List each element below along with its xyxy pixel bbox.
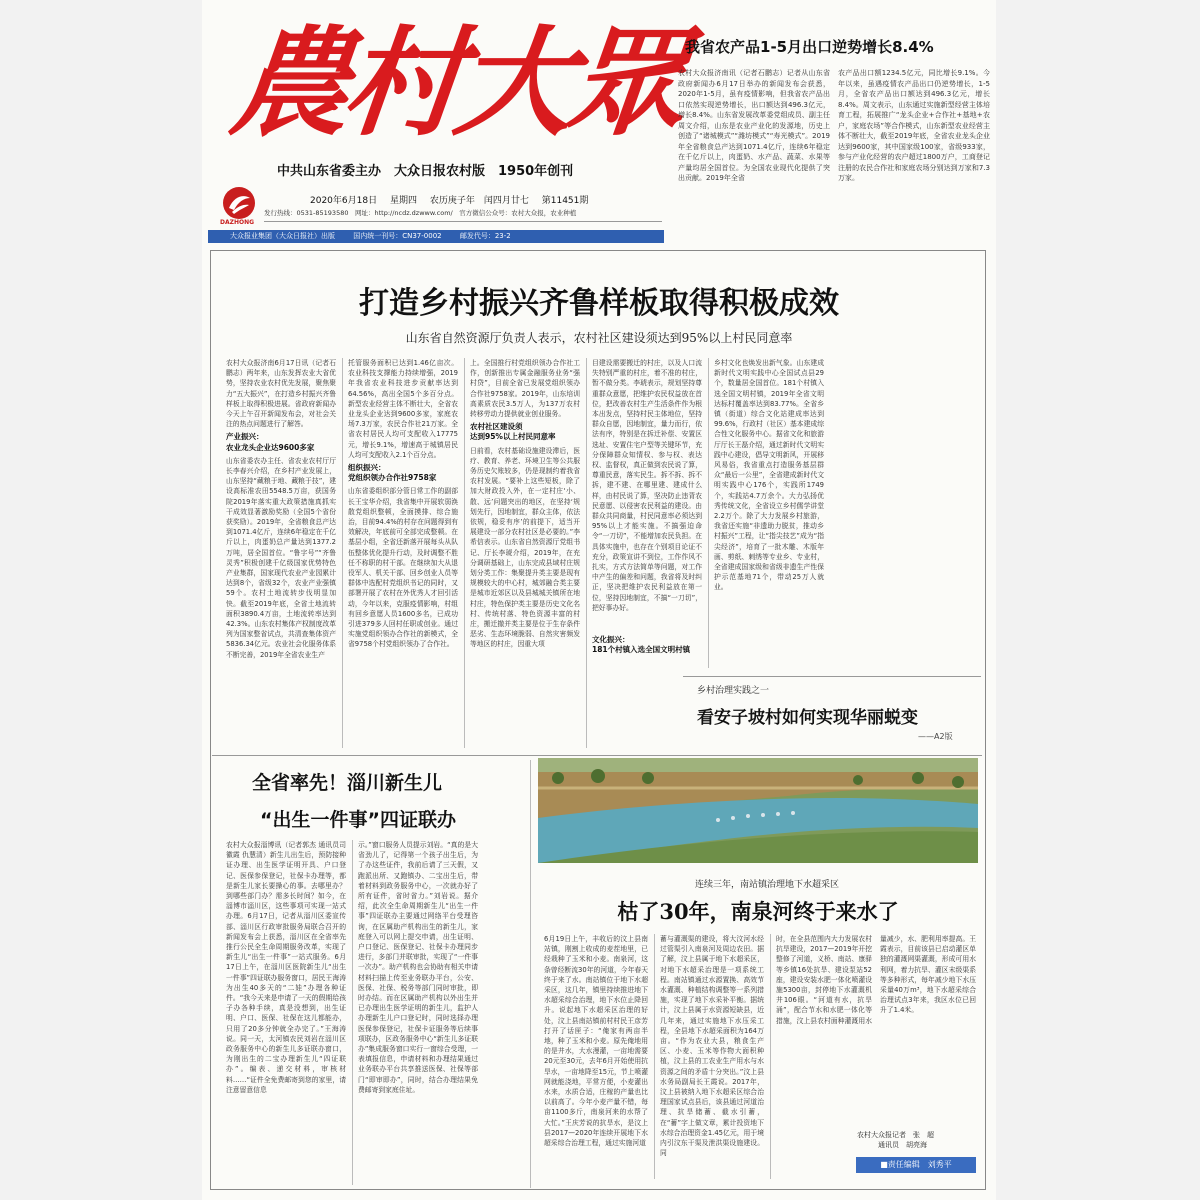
column-divider	[708, 358, 709, 668]
zichuan-title-line2: “出生一件事”四证联办	[260, 809, 456, 831]
export-article-col2: 农产品出口额1234.5亿元，同比增长9.1%。今年以来，虽遇疫情农产品出口仍逆势增长，1-5月，全省农产品出口额达到496.3亿元，增长8.4%。周文表示，山东通过实施新型经营主体培育工程，拓展推广“龙头企业+合作社+基地+农户，家庭农场”等合作模式，山东新型农业经营主体不断壮大，截至2019年底，全省农业龙头企业达到9600家，其中国家级100家，省级933家，参与产业化经营的农户超过1800万户，工商登记注册的农民合作社和家庭农场分别达到万家和7.3万家。	[838, 69, 990, 182]
lead-subhead: 山东省自然资源厅负责人表示，农村社区建设须达到95%以上村民同意率	[405, 331, 793, 345]
lead-col-2b-text: 山东省委组织部分管日常工作的副部长王宝华介绍，我省集中开展软弱涣散党组织整顿，全面摸排、综合施治，目前94.4%的村存在问题得到有效解决，年底前可全部完成整顿。在基层小组，全省还新落开展每头从队伍整体优化提升行动，及时调整不胜任不称职的村干部。在继续加大从退役军人、机关干部、回乡创业人员等群体中选配村党组织书记的同时，又部署开展了农村在外优秀人才回引活动，今年以来，克服疫情影响，村组有回乡意愿人员1600多名，已成功引进379多人回村任职或创业。通过实施党组织领办合作社的新模式，全省9758个村党组织领办了合作社。	[348, 487, 458, 649]
logo-label: DAZHONG	[220, 219, 255, 226]
column-divider	[342, 358, 343, 748]
lead-col-1-subtitle: 产业振兴： 农业龙头企业达9600多家	[226, 432, 315, 452]
nanquan-title: 枯了30年，南泉河终于来水了	[617, 899, 899, 924]
column-divider	[464, 358, 465, 748]
dazhong-logo-icon	[222, 186, 256, 220]
lead-col-3-subtitle: 农村社区建设须 达到95%以上村民同意率	[470, 422, 556, 442]
nanquan-col-1: 6月19日上午，丰收后的汶上县南站镇，刚割上收成的麦茬地里，已经栽种了玉米和小麦。南泉河，这条曾经断流30年的河道，今年春天终于来了水。南站镇位于地下水超采区，这几年，镇里持续推进地下水超采综合治理，地下水位止降回升。说起地下水超采区治理的好处，汶上县南站镇前村村民王彦芳打开了话匣子：“俺家有两亩半地，种了玉米和小麦。原先俺地用的是井水，大水漫灌，一亩地需要20元至30元，去年6月开始使用抗旱水，一亩地降至15元，节上喷灌网就能浇地，平常方便，小麦灌出水来，水质合适，庄稼的产量也比以前高了。今年小麦产量不错，每亩1100多斤，南泉河来的水帮了大忙。”王庆芳说的抗旱水，是汶上县2017—2020年连续开展地下水超采综合治理工程，通过实施河道	[544, 935, 648, 1148]
lead-col-3-text: 上。全国推行村党组织领办合作社工作，创新推出专属金融服务业务“强村贷”，目前全省已发展党组织领办合作社9758家。2019年，山东培训高素质农民3.5万人，为137万农村转移劳动力提供就业创业服务。	[470, 359, 580, 419]
export-article-col1: 农村大众报济南讯（记者石鹏志）记者从山东省政府新闻办6月17日举办的新闻发布会获悉，2020年1-5月，虽有疫情影响，但我省农产品出口依然实现逆势增长，出口额达到496.3亿元，增长8.4%。山东省发展改革委党组成员、副主任周文介绍，山东是农业产业化的发源地，历史上创造了“诸城模式”“潍坊模式”“寿光模式”。2019年全省粮食总产达到1071.4亿斤，连续6年稳定在千亿斤以上，肉蛋奶、水产品、蔬菜、水果等产量均居全国首位。为全国农业现代化提供了突出贡献。2019年全省	[678, 69, 830, 182]
lead-col-5-text: 乡村文化也焕发出新气象。山东建成新时代文明实践中心全国试点县29个，数量居全国首位。181个村镇入选全国文明村镇，2019年全省文明达标村覆盖率达到83.77%。全省乡镇（街道）综合文化站建成率达到99.6%，行政村（社区）基本建成综合性文化服务中心。据省文化和旅游厅厅长王磊介绍，通过新时代文明实践中心建设，倡导文明新风，开展移风易俗，我省重点打造服务基层群众“最后一公里”，全省建成新时代文明实践中心176个，实践所1749个，实践站4.7万余个。大力弘扬优秀传统文化，全省设立乡村儒学讲堂2.2万个。除了大力发展乡村旅游，我省还实施“非遗助力脱贫，推动乡村振兴”工程，让“指尖技艺”成为“指尖经济”，培育了一批木雕、木版年画、剪纸、刺绣等专业乡、专业村，全省建成国家级和省级非遗生产性保护示范基地71个，带动25万人就业。	[714, 359, 824, 592]
river-photo	[538, 758, 978, 863]
column-divider	[530, 760, 531, 1188]
post-code: 邮发代号：23-2	[459, 232, 511, 240]
column-divider	[586, 358, 587, 748]
hotline-line: 发行热线：0531-85193580 网址：http://ncdz.dzwww.com/ 官方微信公众号：农村大众报，农业种植	[264, 208, 662, 222]
lead-col-2	[348, 358, 458, 748]
lead-col-5	[714, 358, 824, 663]
issue-weekday: 星期四	[389, 196, 417, 206]
zichuan-col-2: 示。”窗口服务人员提示刘岩。“真的是大省劲儿了，记得第一个孩子出生后，为了办这些证件，我前后请了三天假，又跑派出所、又跑镇办、二宝出生后，带着材料到政务服务中心，一次就办好了所有证件，省时省力。”刘岩说。据介绍，此次全生命周期新生儿“出生一件事”四证联办主要通过网络平台受理咨询，在区属助产机构出生的新生儿，家庭登入可以网上提交申请，出生证明、户口登记、医保登记、社保卡办理同步进行，多部门并联审批，实现了“一件事一次办”。助产机构也会协助有相关申请材料扫描上传至业务联办平台，公安、医保、社保、税务等部门同时审批，即时办结。而在区属助产机构以外出生并已办理出生医学证明的新生儿，监护人办理新生儿户口登记时，同时选择办理医保参保登记，社保卡证服务等后续事项联办，区政务服务中心“新生儿多证联办”集成服务窗口实行一窗综合受理，一表填报信息，申请材料和办理结果通过业务联办平台共享推送医保、社保等部门“即审即办”，同时，结合办理结果免费邮寄到家庭住址。	[358, 841, 478, 1094]
masthead-sponsor: 中共山东省委主办 大众日报农村版 1950年创刊	[277, 164, 574, 179]
issue-info	[310, 193, 598, 206]
nanquan-kicker-row	[202, 877, 996, 890]
zichuan-col-1: 农村大众报淄博讯（记者郭杰 通讯员司徽霞 仇慧清）新生儿出生后，预防接种证办理、出生医学证明开具、户口登记、医保参保登记，社保卡办理等，都是新生儿家长要操心的事。去哪里办？到哪些部门办？需多长时间？如今，在淄博市淄川区，这些事项可实现一站式办理。6月17日，记者从淄川区委宣传部、淄川区行政审批服务局联合召开的新闻发布会上获悉，淄川区在全省率先推行公民全生命周期服务改革，实现了新生儿“出生一件事”一站式服务。6月17日上午，在淄川区医院新生儿“出生一件事”四证联办服务窗口，居民王海涛为出生40多天的“二娃”办理各种证件。“我今天来是申请了一天的假期给孩子办各种手续，真是没想到，出生证明、户口、医保、社保在这儿都能办，只用了20多分钟就全办完了。”王海涛说。同一天，太河镇农民刘岩在淄川区政务服务中心的新生儿多证联办窗口，为刚出生的二宝办理新生儿“四证联办”。编表、递交材料，审核材料……“证件全免费邮寄到您的家里，请注意留意信息	[226, 841, 346, 1094]
nanquan-byline: 农村大众报记者 张 超 通讯员 胡亮海	[857, 1131, 934, 1149]
newspaper-page	[202, 0, 996, 1200]
issue-date: 2020年6月18日	[310, 196, 378, 206]
anzi-kicker: 乡村治理实践之一	[697, 686, 770, 696]
lead-col-3	[470, 358, 580, 748]
lead-col-4-subtitle: 文化振兴： 181个村镇入选全国文明村镇	[592, 635, 691, 655]
lead-col-4-footer	[592, 632, 702, 662]
lead-col-4	[592, 358, 702, 668]
lead-col-1b-text: 山东省委农办主任、省农业农村厅厅长李春兴介绍，在乡村产业发展上，山东坚持“藏粮于地、藏粮于技”，建设高标准农田5548.5万亩，获国务院2019年落实重大政策措施真抓实干成效显著激励奖励（全国5个省份获奖励）。2019年，全省粮食总产达到1071.4亿斤，连续6年稳定在千亿斤以上，肉蛋奶总产量达到1377.2万吨，居全国首位。“鲁字号”“齐鲁灵秀”积极创建千亿级国家优势特色产业集群，国家现代农业产业园累计达到8个，省级32个，农业产业强镇59个。农村土地流转步伐明显加快。截至2019年底，全省土地流转面积3890.4万亩，土地流转率达到42.3%。山东农村集体产权制度改革列为国家整省试点，共清查集体资产5836.34亿元。农业社会化服务体系不断完善，2019年全省农业生产	[226, 456, 336, 659]
lead-col-2-text: 托管服务面积已达到1.46亿亩次。农业科技支撑能力持续增强，2019年我省农业科技进步贡献率达到64.56%，高出全国5个多百分点。新型农业经营主体不断壮大，全省农业龙头企业达到9600多家，家庭农场7.3万家，农民合作社21万家。全省农村居民人均可支配收入17775元，增长9.1%，增速高于城镇居民人均可支配收入2.1个百分点。	[348, 359, 458, 459]
lead-col-1	[226, 358, 336, 748]
column-divider	[770, 934, 771, 1179]
nanquan-kicker: 连续三年，南站镇治理地下水超采区	[694, 880, 839, 890]
lead-col-1-text: 农村大众报济南6月17日讯（记者石鹏志）两年来，山东发挥农业大省优势，坚持农业农村优先发展，聚焦聚力“五大振兴”，在打造乡村振兴齐鲁样板上取得积极进展。省政府新闻办今天上午召开新闻发布会，对社会关注的热点问题进行了解答。	[226, 359, 336, 429]
masthead-title: 農村大眾	[224, 13, 688, 152]
column-divider	[352, 840, 353, 1185]
anzi-title[interactable]: 看安子坡村如何实现华丽蜕变	[697, 708, 918, 728]
issue-number: 第11451期	[541, 196, 589, 206]
zichuan-title-line1: 全省率先！淄川新生儿	[252, 772, 443, 794]
cn-code: 国内统一刊号：CN37-0002	[353, 232, 442, 240]
lead-headline: 打造乡村振兴齐鲁样板取得积极成效	[359, 286, 839, 321]
lead-col-3b-text: 日前看，农村基础设施建设滞后，医疗、教育、养老、环境卫生等公共服务历史欠账较多，仍是现制约着我省农村发展。“要补上这些短板，除了加大财政投入外，在一定村庄‘小、散、远’问题突出的地区，在坚持‘规划先行，因地制宜，群众主体，依法依规，稳妥有序’的前提下，适当开展建设一部分农村社区是必要的。”李希信表示。山东省自然资源厅党组书记、厅长李琥介绍，2019年，在充分调研基础上，山东完成县域村庄规划分类工作：集聚提升类主要是现有规模较大的中心村，城郊融合类主要是城市近郊区以及县城城关镇所在地村庄，特色保护类主要是历史文化名村、传统村落、特色资源丰富的村庄，搬迁撤并类主要是位于生存条件恶劣、生态环境脆弱、自然灾害频发等地区的村庄，因重大项	[470, 446, 580, 649]
lead-col-4-text: 目建设需要搬迁的村庄，以及人口流失特别严重的村庄，着不准的村庄，暂不做分类。李琥表示，规划坚持尊重群众意愿，把维护农民权益放在首位，把改善农村生产生活条件作为根本出发点，坚持村民主体地位，坚持群众自愿，因地制宜，量力而行，依法有序，特别是在拆迁补偿、安置区选址、安置住宅户型等关键环节，充分保障群众知情权、参与权、表达权、监督权，真正做到农民说了算，尊重民意，落实民生。拆不拆、拆不拆，建不建、在哪里建、建成什么样，由村民说了算，坚决防止违背农民意愿、以侵害农民利益的建设。由群众共同商量，村民同意率必须达到95%以上才能实施。不搞强迫命令“一刀切”，不能增加农民负担。在具体实施中，也存在个别项目论证不充分，政策宣讲不到位，工作作风不扎实，方式方法简单等问题，对工作中产生的偏差和问题，我省将及时纠正，坚决把维护农民利益放在第一位，坚持因地制宜，不搞“一刀切”，把好事办好。	[592, 359, 702, 612]
issue-lunar: 农历庚子年 闰四月廿七	[429, 196, 529, 206]
anzi-page-ref[interactable]: ——A2版	[918, 732, 953, 741]
publisher-bar	[208, 230, 664, 243]
export-headline: 我省农产品1-5月出口逆势增长8.4%	[685, 38, 934, 56]
nanquan-col-3: 时，在全县范围内大力发展农村抗旱建设，2017—2019年开挖整修了河道，义桥、南站、康驿等乡镇16处抗旱、建设泵站52座，建设安装水肥一体化喷灌设施5300亩，封停地下水灌溉机井106眼。“河道有水，抗旱涌”，配合节水和水肥一体化等措施，汶上县农村面种灌溉用水量减少，水、肥利用率提高。王霞表示，目前该县已启动灌区单独的灌溉网渠灌溉，形成可用水利网，着力抗旱、灌区末级渠系等多种形式，每年减少地下水压采量40万m³，地下水超采综合治理试点3年来，我区水位已回升了1.4米。	[776, 935, 976, 1025]
column-divider	[654, 934, 655, 1179]
publisher: 大众报业集团（大众日报社）出版	[230, 232, 335, 240]
nanquan-col-2: 蓄与灌溉渠的建设，将大汶河水经过管渠引入南泉河及周边农田。据了解，汶上县属于地下水超采区，对地下水超采治理是一项系统工程。南站镇通过水源置换、高效节水灌溉、种植结构调整等一系列措施，实现了地下水采补平衡。据统计，汶上县属于水资源短缺县，近几年来，通过实施地下水压采工程，全县地下水超采面积为164万亩。“作为农业大县，粮食生产区、小麦、玉米等作物大面积种植，汶上县的工农业生产用水与水资源之间的矛盾十分突出。”汶上县水务局副局长王霞说。2017年，汶上县被纳入地下水超采区综合治理国家试点县后，该县通过河道治理、抗旱储蓄、截水引蓄，在“蓄”字上做文章，累计投资地下水综合治理资金1.45亿元，用于境内引汶东干渠及泄洪渠设施建设。同	[660, 935, 764, 1158]
editor-credit: ■责任编辑 刘秀平	[856, 1157, 976, 1173]
anzi-top-rule	[683, 676, 981, 677]
section-rule	[212, 755, 982, 756]
lead-col-2-subtitle: 组织振兴： 党组织领办合作社9758家	[348, 463, 437, 483]
